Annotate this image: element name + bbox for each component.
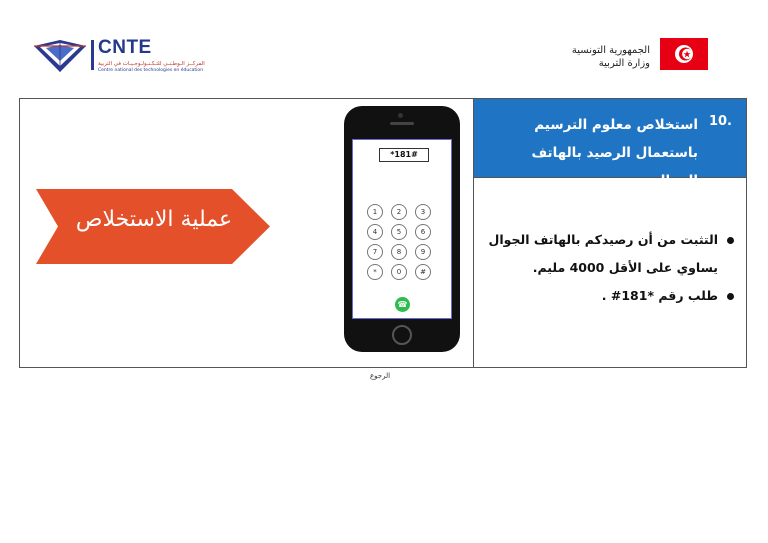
- section-number: 10.: [708, 114, 732, 129]
- bullet-icon: [727, 293, 734, 300]
- dial-key[interactable]: 5: [391, 224, 407, 240]
- payment-process-banner: [36, 189, 270, 264]
- dial-key[interactable]: *: [367, 264, 383, 280]
- government-header: [538, 38, 708, 78]
- back-link[interactable]: الرجوع: [370, 372, 391, 380]
- dial-key[interactable]: 1: [367, 204, 383, 220]
- dial-key[interactable]: 7: [367, 244, 383, 260]
- phone-screen: [352, 139, 452, 319]
- instruction-text: التثبت من أن رصيدكم بالهاتف الجوال يساوي على الأقل 4000 مليم.: [488, 232, 718, 275]
- republic-name: الجمهورية التونسية: [571, 45, 650, 56]
- logo-divider: [91, 40, 94, 70]
- dial-key[interactable]: 8: [391, 244, 407, 260]
- speaker-icon: [390, 122, 414, 125]
- dial-key[interactable]: #: [415, 264, 431, 280]
- dial-key[interactable]: 3: [415, 204, 431, 220]
- dial-key[interactable]: 9: [415, 244, 431, 260]
- banner-label: عملية الاستخلاص: [75, 207, 233, 232]
- dial-key[interactable]: 0: [391, 264, 407, 280]
- instruction-item: [478, 226, 740, 282]
- section-title: استخلاص معلوم الترسيم باستعمال الرصيد بالهاتف الجوال: [531, 117, 698, 189]
- cnte-acronym: CNTE: [98, 37, 152, 58]
- cnte-subtitle-ar: المركــز الـوطـنـي للتـكـنـولـوجـيـات في التربية: [98, 61, 205, 67]
- bullet-icon: [727, 237, 734, 244]
- cnte-subtitle-fr: Centre national des technologies en éducation: [98, 68, 204, 73]
- camera-icon: [398, 113, 403, 118]
- ministry-name: وزارة التربية: [598, 58, 650, 69]
- dial-key[interactable]: 2: [391, 204, 407, 220]
- call-icon[interactable]: ☎: [395, 297, 410, 312]
- dialed-number: *181#: [379, 148, 429, 162]
- cnte-emblem-icon: [32, 36, 88, 76]
- dial-key[interactable]: 4: [367, 224, 383, 240]
- government-lines: [572, 44, 650, 70]
- home-button-icon: [392, 325, 412, 345]
- smartphone-illustration: [344, 106, 460, 352]
- instruction-item: [478, 282, 740, 310]
- cnte-logo: [32, 36, 222, 76]
- tunisia-flag-icon: [660, 38, 708, 70]
- section-title-box: [474, 99, 746, 189]
- instructions-list: [478, 226, 740, 310]
- instruction-text: طلب رقم *181# .: [601, 288, 718, 303]
- dial-key[interactable]: 6: [415, 224, 431, 240]
